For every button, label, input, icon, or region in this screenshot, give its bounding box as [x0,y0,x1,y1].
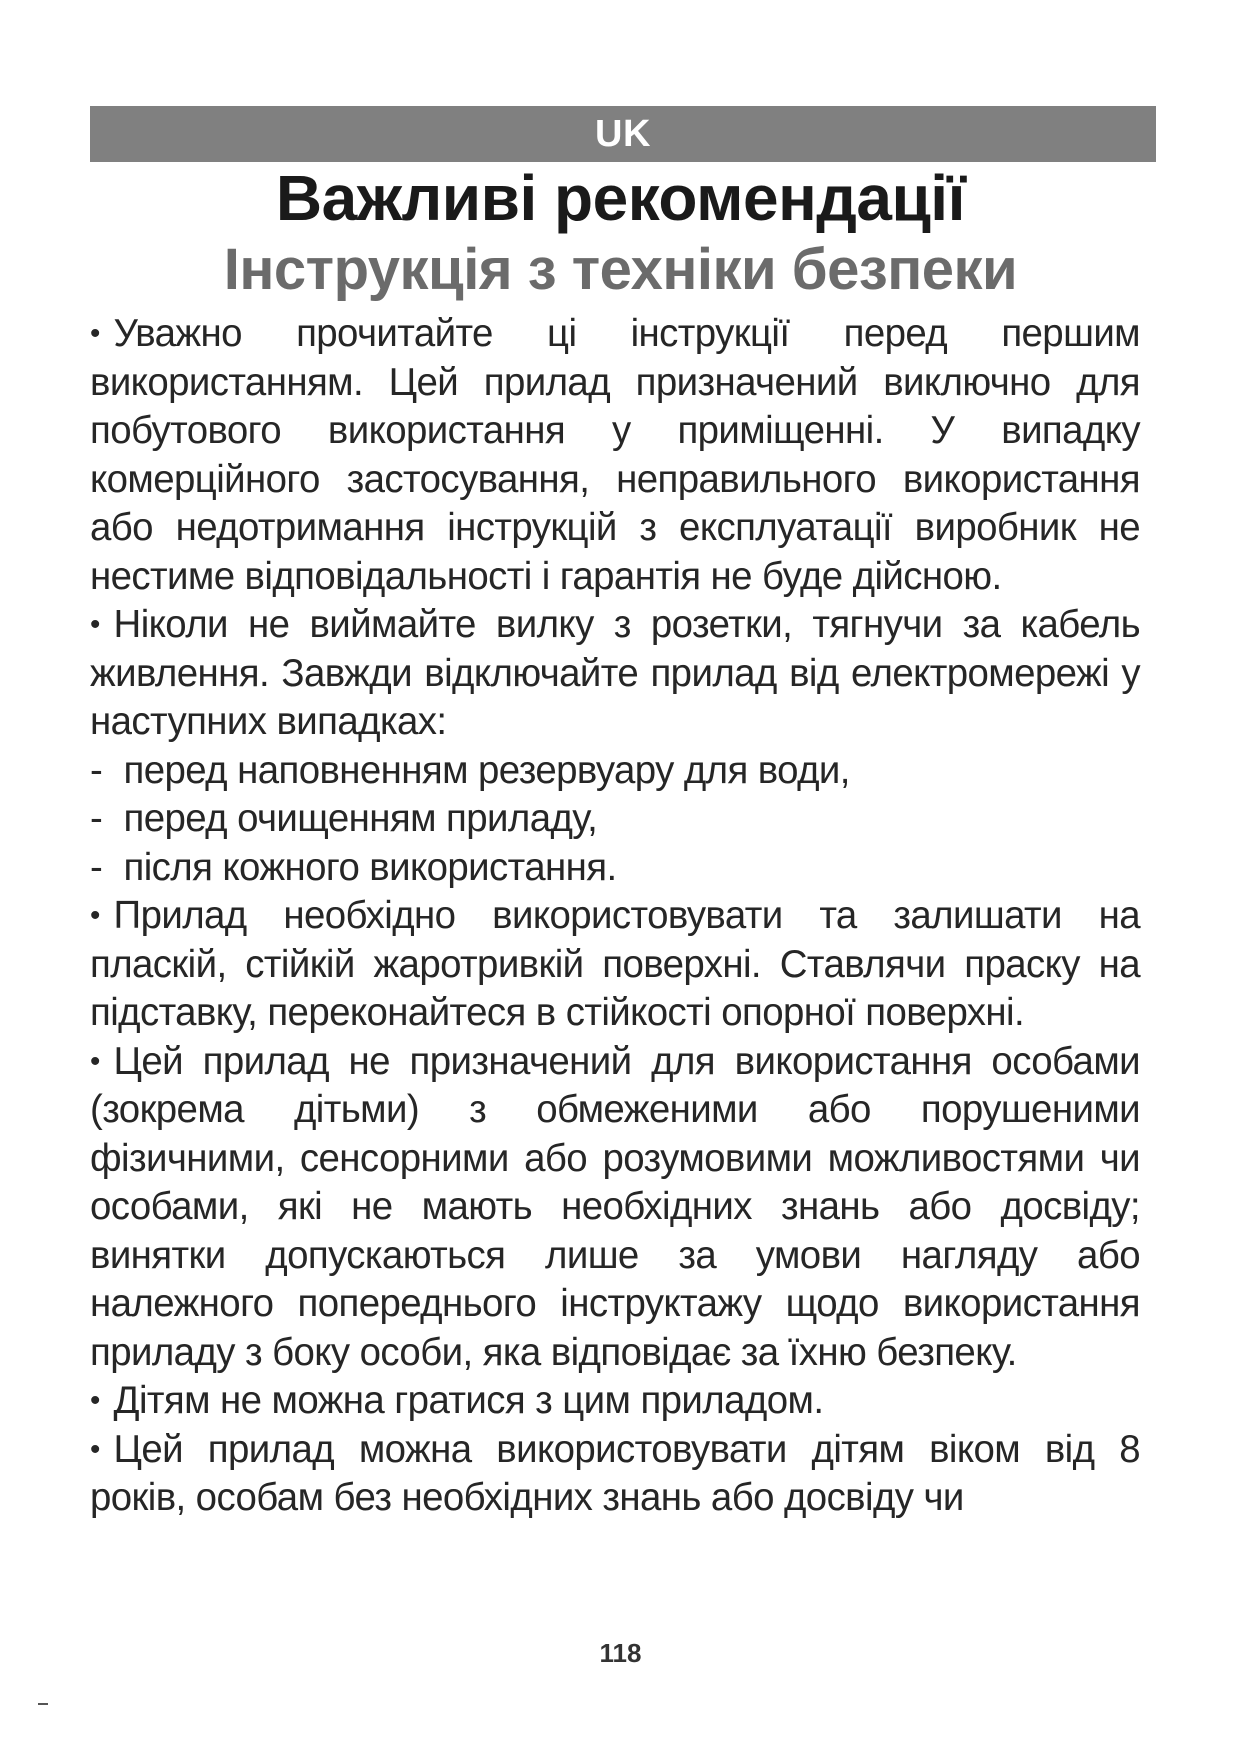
bullet-icon: • [90,899,100,932]
instruction-paragraph-2 [90,601,1140,747]
list-item [90,747,1140,796]
crop-mark [38,1703,48,1705]
instruction-paragraph-5 [90,1377,1140,1426]
safety-instructions [90,310,1140,1523]
bullet-icon: • [90,1384,100,1417]
language-code: UK [595,113,651,155]
list-item [90,844,1140,893]
bullet-icon: • [90,608,100,641]
page-number: 118 [599,1638,642,1668]
instruction-text-5: Дітям не можна гратися з цим приладом. [113,1379,824,1422]
list-item [90,795,1140,844]
dash-icon: - [90,797,103,840]
instruction-paragraph-6 [90,1426,1140,1523]
list-item-text: перед наповненням резервуару для води, [123,748,850,792]
dash-icon: - [90,845,103,889]
dash-icon: - [90,748,103,792]
instruction-text-6: Цей прилад можна використовувати дітям віком від 8 років, особам без необхідних знань або досвіду чи [90,1427,1141,1519]
instruction-text-1: Уважно прочитайте ці інструкції перед першим використанням. Цей прилад призначений виключно для побутового використання у приміщенні. У випадку комерційного застосування, неправильного використання або недотримання інструкцій з експлуатації виробник не нестиме відповідальності і гарантія не буде дійсною. [90,312,1141,598]
instruction-text-4: Цей прилад не призначений для використання особами (зокрема дітьми) з обмеженими або порушеними фізичними, сенсорними або розумовими можливостями чи особами, які не мають необхідних знань або досвіду; винятки допускаються лише за умови нагляду або належного попереднього інструктажу щодо використання приладу з боку особи, яка відповідає за їхню безпеку. [90,1039,1141,1374]
bullet-icon: • [90,1044,100,1078]
instruction-text-3: Прилад необхідно використовувати та залишати на пласкій, стійкій жаротривкій поверхні. Ставлячи праску на підставку, переконайтеся в стійкості опорної поверхні. [90,894,1141,1034]
page-title: Важливі рекомендації [275,162,966,234]
page-subtitle: Інструкція з техніки безпеки [223,237,1018,302]
bullet-icon: • [90,1432,100,1466]
list-item-text: перед очищенням приладу, [123,797,598,840]
instruction-paragraph-4 [90,1038,1140,1378]
instruction-paragraph-1 [90,310,1140,601]
language-bar [90,106,1156,162]
bullet-icon: • [90,317,100,350]
instruction-paragraph-3 [90,892,1140,1038]
instruction-text-2: Ніколи не виймайте вилку з розетки, тягнучи за кабель живлення. Завжди відключайте прилад від електромережі у наступних випадках: [90,603,1141,743]
list-item-text: після кожного використання. [123,845,617,889]
